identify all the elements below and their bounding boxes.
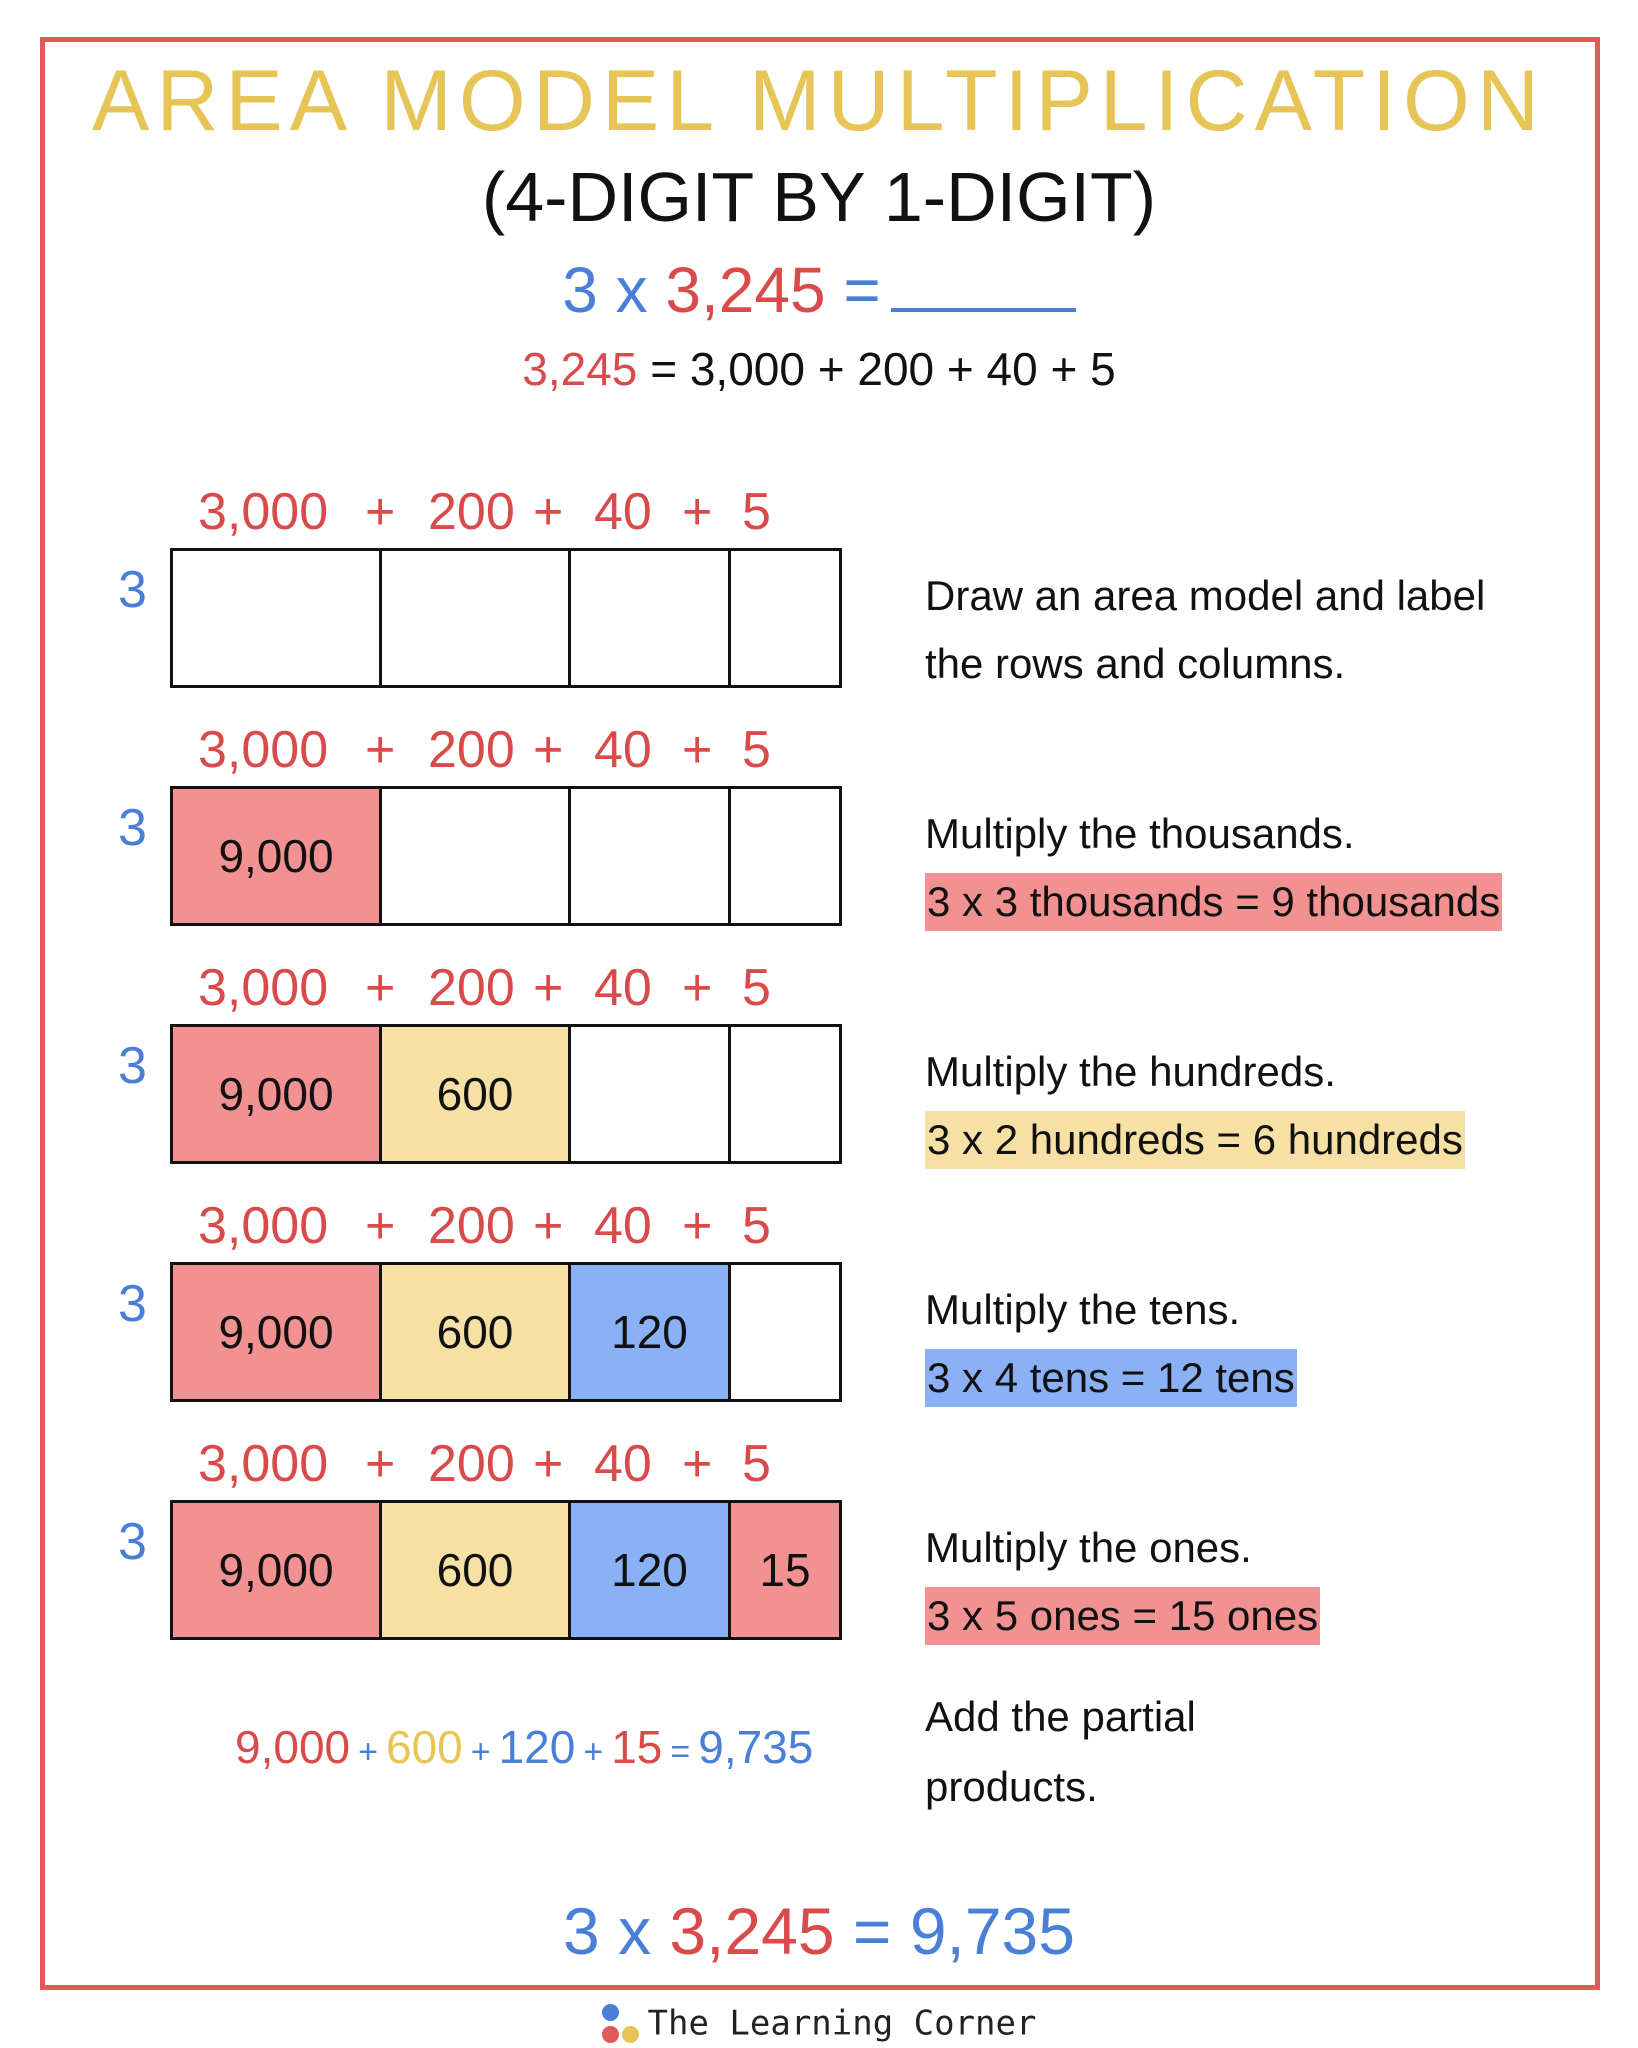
- step-3: [0, 960, 1638, 1200]
- instruction-line: products.: [925, 1763, 1098, 1810]
- step-5: [0, 1436, 1638, 1676]
- step-instruction: [925, 1276, 1297, 1412]
- step-4: [0, 1198, 1638, 1438]
- cell-ones: [731, 789, 839, 923]
- partial-ones: 15: [611, 1721, 663, 1773]
- cell-thousands: 9,000: [173, 1503, 382, 1637]
- col-label-ones: 5: [742, 1435, 771, 1493]
- col-plus: +: [365, 959, 396, 1017]
- step-1: [0, 484, 1638, 724]
- partial-tens: 120: [498, 1721, 576, 1773]
- final-times: x: [618, 1894, 652, 1968]
- problem-equals: =: [843, 254, 881, 326]
- expanded-number: 3,245: [522, 343, 638, 395]
- row-label: 3: [118, 1513, 147, 1571]
- footer-brand: [0, 2004, 1638, 2046]
- cell-ones: [731, 1027, 839, 1161]
- col-plus: +: [365, 721, 396, 779]
- col-label-hundreds: 200: [428, 1197, 515, 1255]
- cell-tens: [571, 1027, 731, 1161]
- instruction-line: Multiply the hundreds.: [925, 1048, 1336, 1095]
- row-label: 3: [118, 799, 147, 857]
- step-instruction: [925, 1038, 1465, 1174]
- col-plus: +: [365, 1435, 396, 1493]
- col-plus: +: [533, 721, 564, 779]
- area-model: [170, 786, 842, 926]
- cell-tens: 120: [571, 1503, 731, 1637]
- col-label-thousands: 3,000: [198, 483, 329, 541]
- col-plus: +: [365, 483, 396, 541]
- cell-tens: [571, 551, 731, 685]
- area-model: [170, 1500, 842, 1640]
- final-answer: [0, 1894, 1638, 1968]
- col-plus: +: [533, 483, 564, 541]
- row-label: 3: [118, 1275, 147, 1333]
- cell-hundreds: 600: [382, 1503, 571, 1637]
- instruction-line: Multiply the ones.: [925, 1524, 1252, 1571]
- cell-thousands: 9,000: [173, 1027, 382, 1161]
- plus-sign: +: [583, 1733, 604, 1771]
- problem-times: x: [615, 254, 648, 326]
- col-label-hundreds: 200: [428, 721, 515, 779]
- cell-thousands: 9,000: [173, 789, 382, 923]
- brand-logo-icon: [602, 2004, 642, 2046]
- col-label-ones: 5: [742, 959, 771, 1017]
- col-label-thousands: 3,000: [198, 959, 329, 1017]
- col-label-tens: 40: [594, 1197, 652, 1255]
- problem-factor: 3: [562, 254, 598, 326]
- col-label-ones: 5: [742, 721, 771, 779]
- col-plus: +: [533, 959, 564, 1017]
- cell-thousands: 9,000: [173, 1265, 382, 1399]
- cell-tens: 120: [571, 1265, 731, 1399]
- col-label-tens: 40: [594, 1435, 652, 1493]
- plus-sign: +: [470, 1733, 491, 1771]
- cell-thousands: [173, 551, 382, 685]
- partial-hundreds: 600: [385, 1721, 463, 1773]
- highlighted-fact: 3 x 4 tens = 12 tens: [925, 1349, 1297, 1407]
- cell-hundreds: [382, 789, 571, 923]
- cell-ones: 15: [731, 1503, 839, 1637]
- cell-hundreds: [382, 551, 571, 685]
- expanded-form: [0, 343, 1638, 395]
- col-plus: +: [365, 1197, 396, 1255]
- problem-equation: [0, 254, 1638, 326]
- col-label-tens: 40: [594, 959, 652, 1017]
- step-instruction: [925, 1514, 1320, 1650]
- brand-name: The Learning Corner: [647, 2003, 1037, 2044]
- final-product: 9,735: [909, 1894, 1075, 1968]
- col-label-hundreds: 200: [428, 1435, 515, 1493]
- cell-hundreds: 600: [382, 1027, 571, 1161]
- step-2: [0, 722, 1638, 962]
- add-instruction: [925, 1682, 1196, 1822]
- step-instruction: [925, 562, 1485, 698]
- col-plus: +: [682, 721, 713, 779]
- highlighted-fact: 3 x 2 hundreds = 6 hundreds: [925, 1111, 1465, 1169]
- area-model: [170, 1024, 842, 1164]
- partial-products-sum: [235, 1721, 814, 1773]
- col-label-hundreds: 200: [428, 959, 515, 1017]
- equals-sign: =: [670, 1733, 691, 1771]
- page-title: AREA MODEL MULTIPLICATION: [91, 53, 1547, 149]
- cell-ones: [731, 551, 839, 685]
- col-label-hundreds: 200: [428, 483, 515, 541]
- col-plus: +: [682, 1435, 713, 1493]
- plus-sign: +: [358, 1733, 378, 1771]
- col-plus: +: [682, 1197, 713, 1255]
- instruction-line: Draw an area model and label: [925, 572, 1486, 619]
- instruction-line: the rows and columns.: [925, 640, 1346, 687]
- row-label: 3: [118, 561, 147, 619]
- final-factor: 3: [563, 1894, 600, 1968]
- col-label-thousands: 3,000: [198, 1197, 329, 1255]
- instruction-line: Multiply the tens.: [925, 1286, 1241, 1333]
- instruction-line: Multiply the thousands.: [925, 810, 1355, 857]
- cell-hundreds: 600: [382, 1265, 571, 1399]
- page-subtitle: (4-DIGIT BY 1-DIGIT): [481, 158, 1157, 236]
- col-label-ones: 5: [742, 1197, 771, 1255]
- col-plus: +: [682, 959, 713, 1017]
- expanded-rest: = 3,000 + 200 + 40 + 5: [650, 343, 1116, 395]
- problem-number: 3,245: [665, 254, 826, 326]
- row-label: 3: [118, 1037, 147, 1095]
- col-plus: +: [682, 483, 713, 541]
- col-plus: +: [533, 1197, 564, 1255]
- final-equals: =: [852, 1894, 892, 1968]
- col-label-thousands: 3,000: [198, 721, 329, 779]
- col-plus: +: [533, 1435, 564, 1493]
- area-model: [170, 1262, 842, 1402]
- highlighted-fact: 3 x 5 ones = 15 ones: [925, 1587, 1320, 1645]
- col-label-ones: 5: [742, 483, 771, 541]
- partial-total: 9,735: [698, 1721, 814, 1773]
- step-instruction: [925, 800, 1502, 936]
- area-model: [170, 548, 842, 688]
- partial-thousands: 9,000: [235, 1721, 351, 1773]
- cell-tens: [571, 789, 731, 923]
- col-label-tens: 40: [594, 483, 652, 541]
- highlighted-fact: 3 x 3 thousands = 9 thousands: [925, 873, 1502, 931]
- instruction-line: Add the partial: [925, 1693, 1196, 1740]
- final-number: 3,245: [669, 1894, 835, 1968]
- col-label-tens: 40: [594, 721, 652, 779]
- col-label-thousands: 3,000: [198, 1435, 329, 1493]
- answer-blank: [891, 308, 1076, 312]
- cell-ones: [731, 1265, 839, 1399]
